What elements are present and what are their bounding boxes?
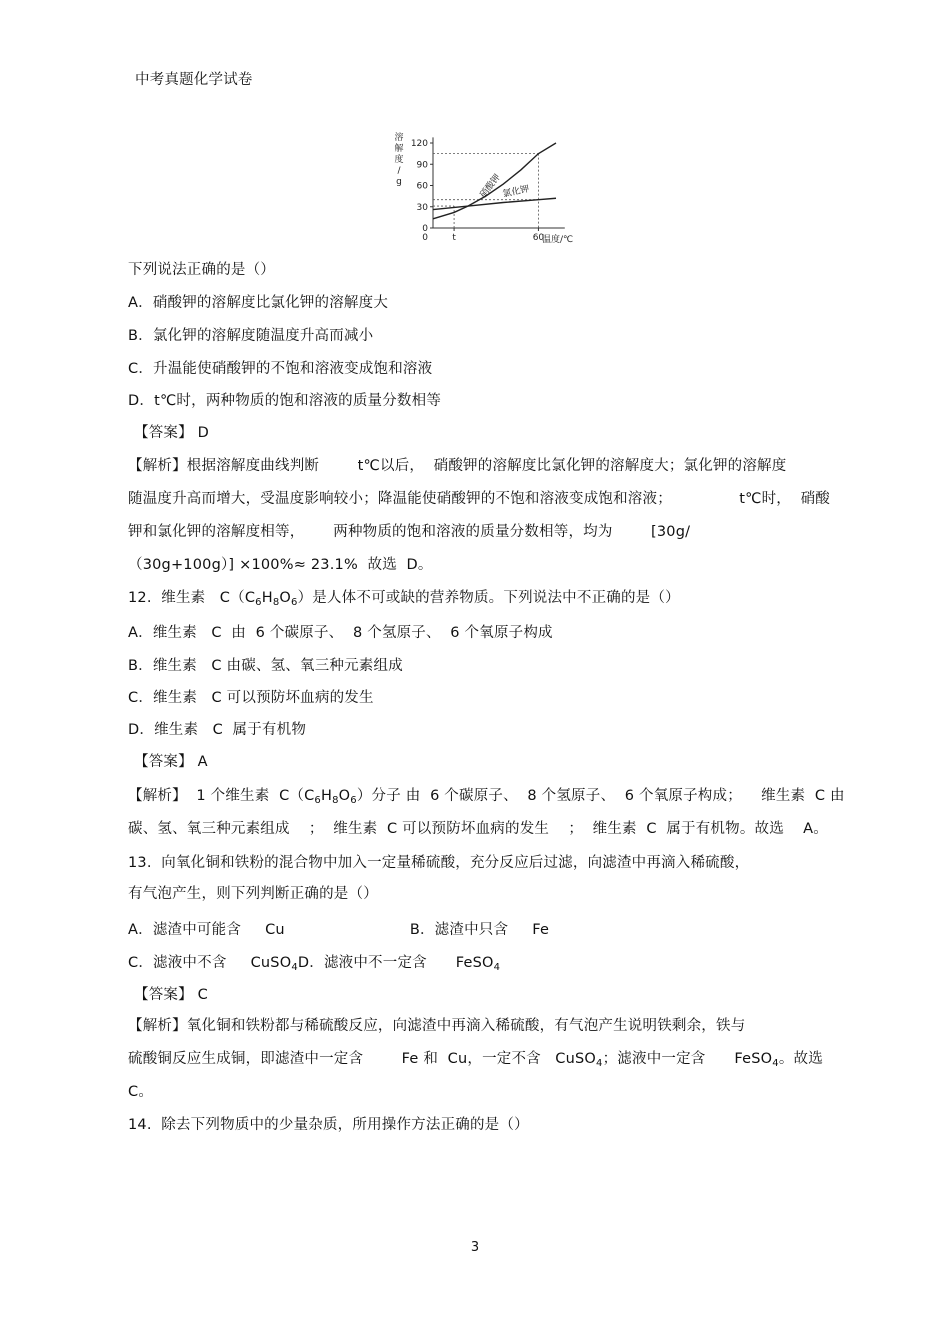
q13-options-cd: C．滤液中不含 CuSO$_4$D．滤液中不一定含 FeSO$_4$: [128, 955, 501, 973]
q11-option-a: A．硝酸钾的溶解度比氯化钾的溶解度大: [128, 295, 389, 311]
q13-options-ab: A．滤渣中可能含 Cu B．滤渣中只含 Fe: [128, 922, 550, 938]
q12-option-d: D．维生素 C 属于有机物: [128, 722, 307, 738]
q11-analysis-line-2: 随温度升高而增大，受温度影响较小；降温能使硝酸钾的不饱和溶液变成饱和溶液； t℃时， 硝酸: [128, 491, 831, 507]
q13-stem-line-1: 13. 向氧化铜和铁粉的混合物中加入一定量稀硫酸，充分反应后过滤，向滤渣中再滴入稀硫酸，: [128, 855, 750, 871]
q12-analysis-line-1: 【解析】 1 个维生素 $C(C_6H_8O_6)$分子 由 6 个碳原子、 8 个氢原子、 6 个氧原子构成； 维生素 C 由: [128, 788, 845, 806]
q13-analysis-line-1: 【解析】氧化铜和铁粉都与稀硫酸反应，向滤渣中再滴入稀硫酸，有气泡产生说明铁剩余，铁与: [128, 1018, 746, 1034]
series-label-kcl: 氯化钾: [501, 184, 531, 200]
q13-answer: 【答案】 C: [134, 987, 208, 1003]
x-tick-label: 0: [422, 233, 428, 243]
q12-option-c: C．维生素 C 可以预防坏血病的发生: [128, 690, 374, 706]
x-tick-label: 60: [532, 233, 545, 243]
y-axis-label-char: 度: [394, 155, 404, 165]
solubility-chart: [385, 130, 574, 245]
x-tick-label: t: [452, 233, 456, 243]
y-tick-label: 60: [416, 181, 428, 192]
q12-answer: 【答案】 A: [134, 754, 208, 770]
q11-answer: 【答案】 D: [134, 425, 209, 441]
q11-option-d: D．t℃时，两种物质的饱和溶液的质量分数相等: [128, 393, 442, 409]
q13-stem-line-2: 有气泡产生，则下列判断正确的是（）: [128, 886, 378, 902]
q12-option-a: A．维生素 C 由 6 个碳原子、 8 个氢原子、 6 个氧原子构成: [128, 625, 553, 641]
y-tick-label: 90: [416, 160, 428, 171]
q12-option-b: B．维生素 C 由碳、氢、氧三种元素组成: [128, 658, 403, 674]
q11-analysis-line-4: （30g+100g）] ×100%≈ 23.1% 故选 D。: [128, 557, 433, 573]
q11-option-c: C．升温能使硝酸钾的不饱和溶液变成饱和溶液: [128, 361, 433, 377]
series-label-kno3: 硝酸钾: [478, 172, 503, 201]
q14-stem: 14. 除去下列物质中的少量杂质，所用操作方法正确的是（）: [128, 1117, 529, 1133]
q11-analysis-line-3: 钾和氯化钾的溶解度相等， 两种物质的饱和溶液的质量分数相等，均为 [30g/: [128, 524, 691, 540]
y-axis-label-char: g: [396, 177, 402, 187]
document-header: 中考真题化学试卷: [135, 72, 253, 88]
q13-analysis-line-3: C。: [128, 1084, 154, 1100]
q12-analysis-line-2: 碳、氢、氧三种元素组成 ； 维生素 C 可以预防坏血病的发生 ； 维生素 C 属于有机物。故选 A。: [128, 821, 828, 837]
y-tick-label: 30: [416, 202, 428, 213]
y-axis-label-char: /: [397, 166, 401, 176]
x-axis-label: 温度/℃: [541, 235, 574, 245]
q13-analysis-line-2: 硫酸铜反应生成铜，即滤渣中一定含 Fe 和 Cu，一定不含 CuSO$_4$；滤液中一定含 FeSO$_4$。故选: [128, 1051, 823, 1069]
y-axis-label-char: 溶: [394, 133, 404, 143]
q11-analysis-line-1: 【解析】根据溶解度曲线判断 t℃以后， 硝酸钾的溶解度比氯化钾的溶解度大；氯化钾的溶解度: [128, 458, 787, 474]
q11-stem: 下列说法正确的是（）: [128, 262, 275, 278]
y-tick-label: 120: [410, 139, 428, 149]
page-number: 3: [470, 1240, 480, 1255]
y-tick-label: 0: [422, 224, 428, 234]
q12-stem: 12. 维生素 $C(C_6H_8O_6)$是人体不可或缺的营养物质。下列说法中不正确的是（）: [128, 590, 680, 608]
q11-option-b: B．氯化钾的溶解度随温度升高而减小: [128, 328, 374, 344]
y-axis-label-char: 解: [394, 144, 404, 154]
